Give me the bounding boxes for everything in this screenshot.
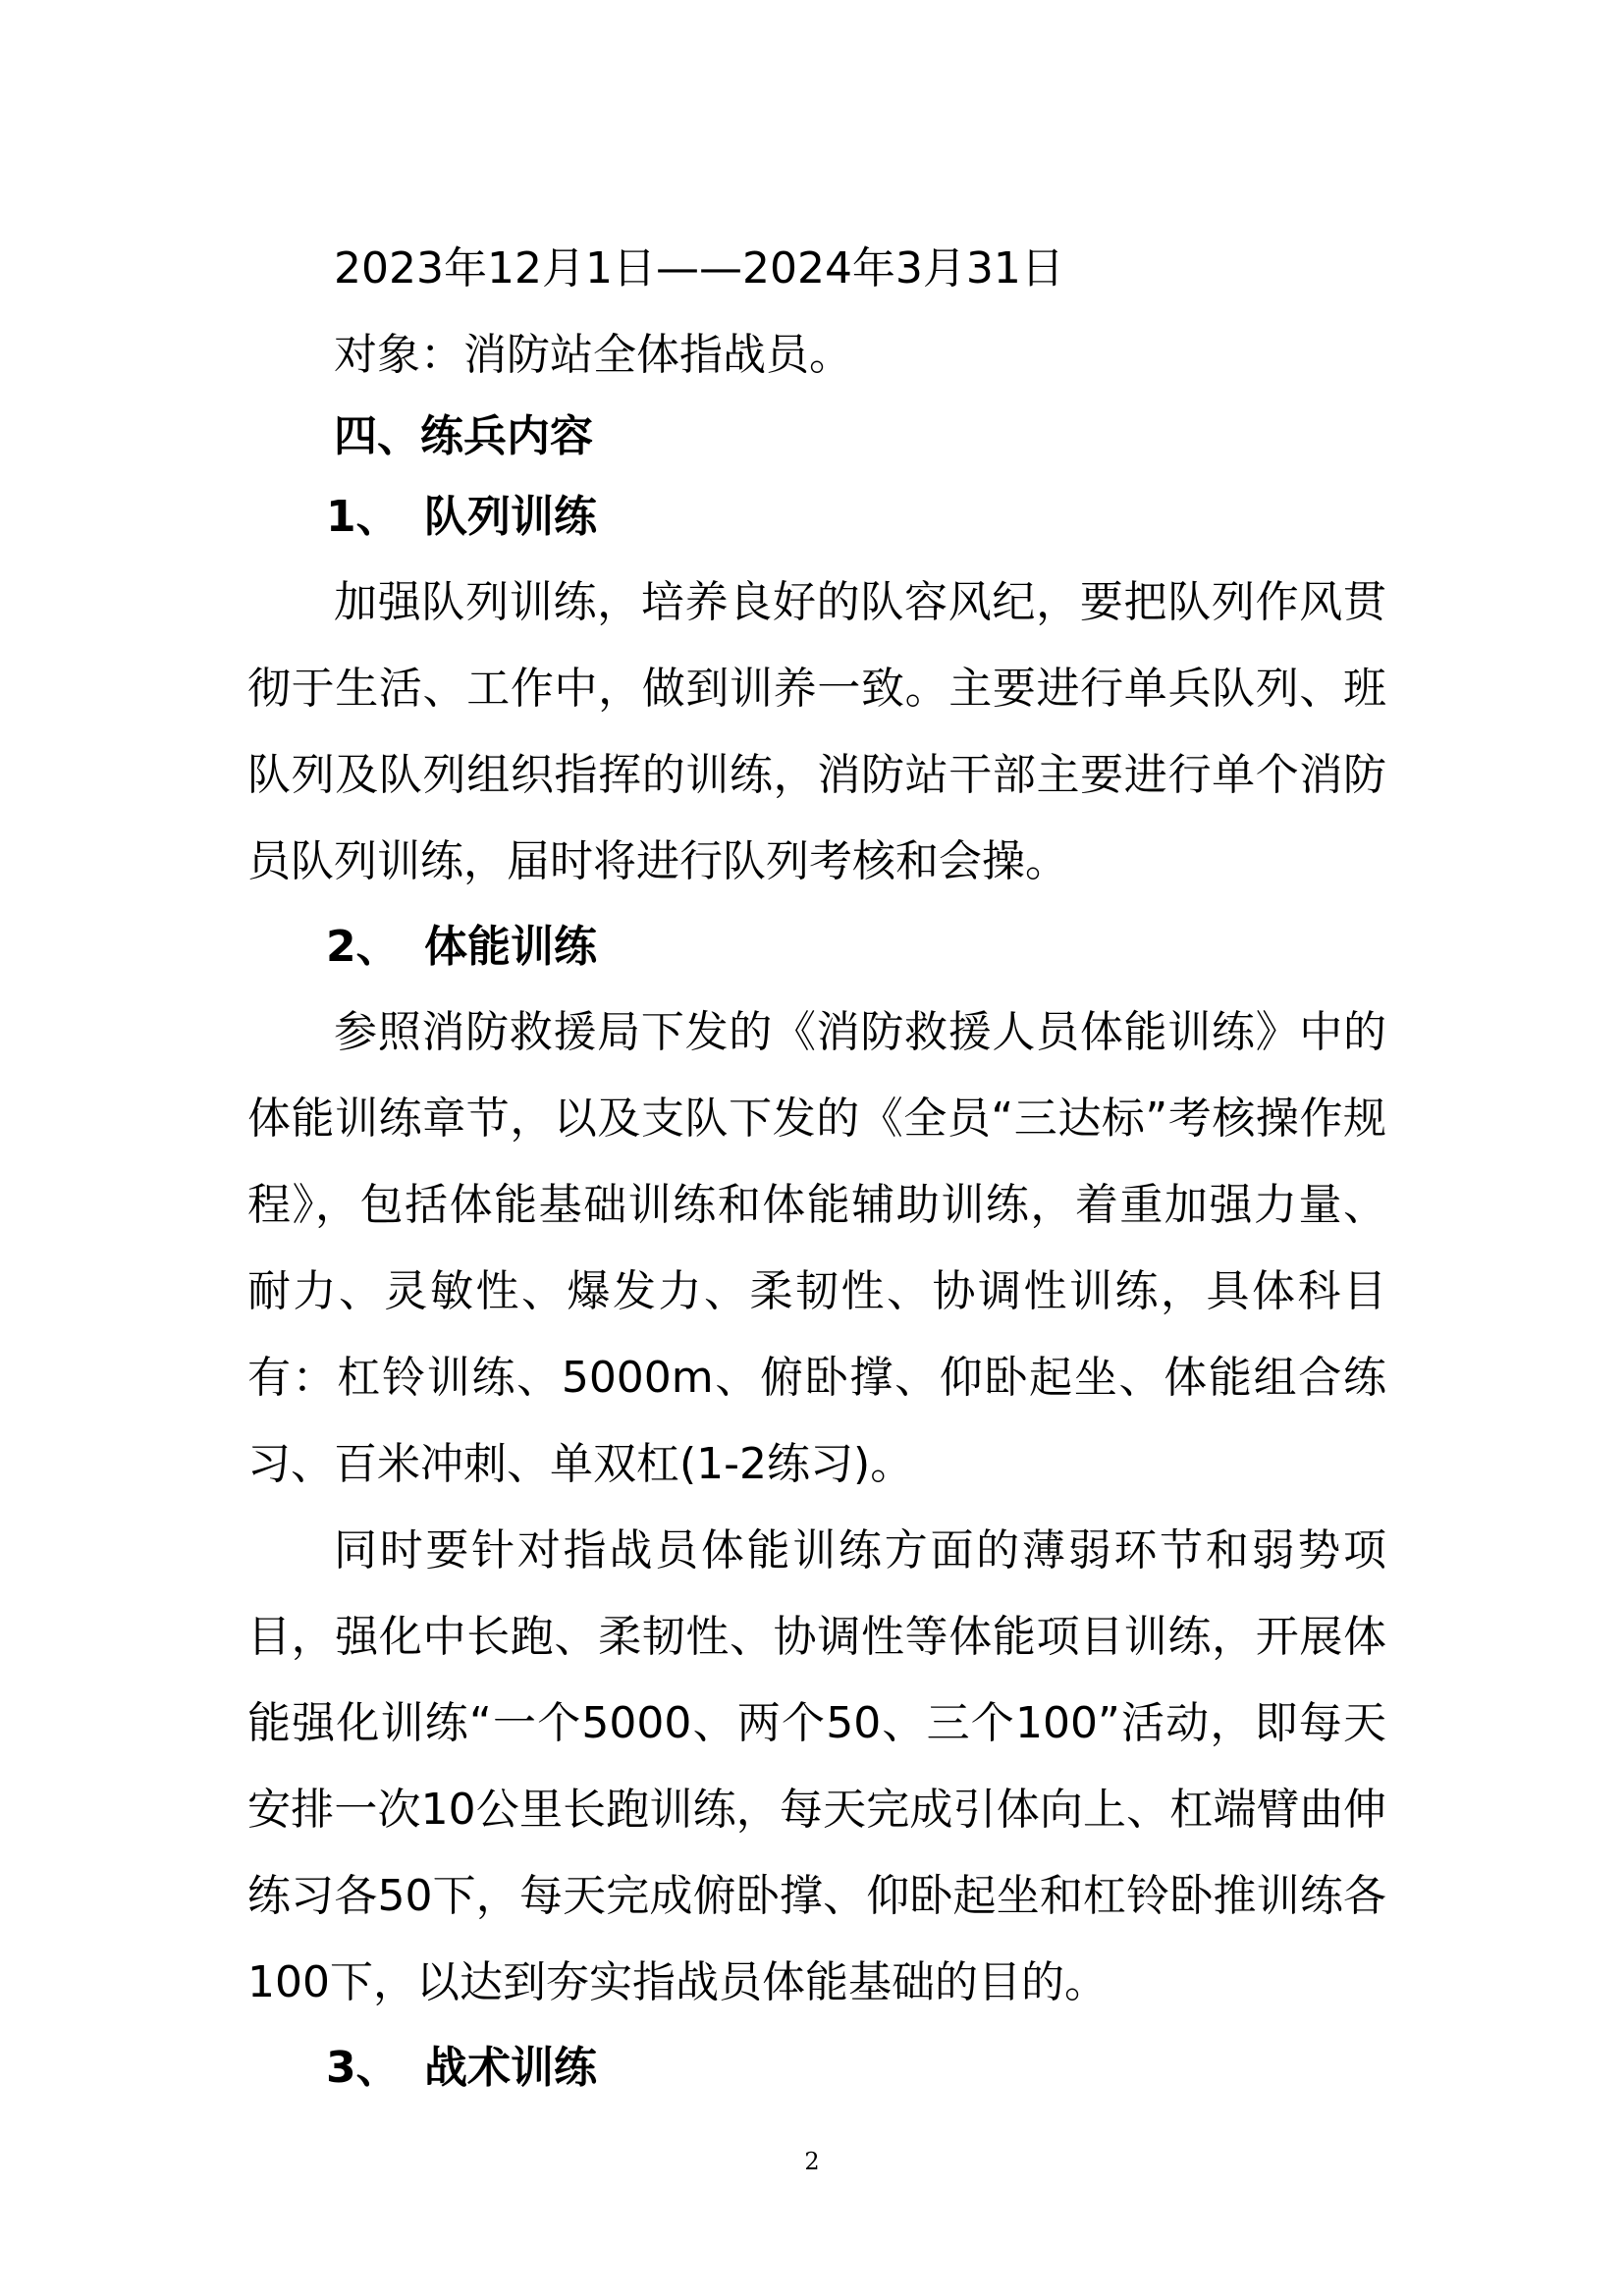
paragraph-drill-training: 加强队列训练，培养良好的队容风纪，要把队列作风贯彻于生活、工作中，做到训养一致。主要进行单兵队列、班队列及队列组织指挥的训练，消防站干部主要进行单个消防员队列训练，届时将进行队列考核和会操。 — [247, 577, 1386, 886]
item-number: 1、 — [326, 492, 400, 542]
item-heading-tactical-training — [247, 2026, 1386, 2110]
training-target: 对象：消防站全体指战员。 — [334, 330, 852, 380]
document-body — [247, 226, 1386, 2110]
item-heading-physical-training — [247, 905, 1386, 989]
page-number: 2 — [804, 2148, 820, 2175]
item-number: 2、 — [326, 922, 400, 972]
paragraph-physical-training-2: 同时要针对指战员体能训练方面的薄弱环节和弱势项目，强化中长跑、柔韧性、协调性等体能项目训练，开展体能强化训练“一个5000、两个50、三个100”活动，即每天安排一次10公里长跑训练，每天完成引体向上、杠端臂曲伸练习各50下，每天完成俯卧撑、仰卧起坐和杠铃卧推训练各100下，以达到夯实指战员体能基础的目的。 — [247, 1525, 1386, 2007]
item-number: 3、 — [326, 2043, 400, 2093]
item-title: 体能训练 — [424, 922, 597, 972]
training-period: 2023年12月1日——2024年3月31日 — [334, 243, 1064, 294]
item-title: 队列训练 — [424, 492, 597, 542]
item-title: 战术训练 — [424, 2043, 597, 2093]
item-heading-drill-training — [247, 475, 1386, 560]
paragraph-physical-training-1: 参照消防救援局下发的《消防救援人员体能训练》中的体能训练章节，以及支队下发的《全员“三达标”考核操作规程》，包括体能基础训练和体能辅助训练，着重加强力量、耐力、灵敏性、爆发力、柔韧性、协调性训练，具体科目有：杠铃训练、5000m、俯卧撑、仰卧起坐、体能组合练习、百米冲刺、单双杠(1-2练习)。 — [247, 1007, 1386, 1489]
section-heading-training-content: 四、练兵内容 — [334, 411, 593, 461]
